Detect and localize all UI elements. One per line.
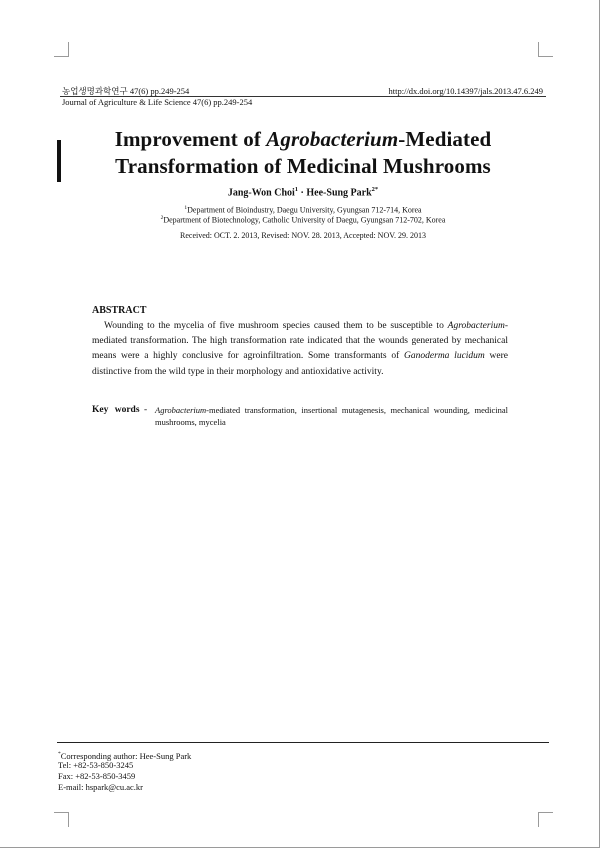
affiliation-2-text: Department of Biotechnology, Catholic University of Daegu, Gyungsan 712-702, Korea xyxy=(163,215,446,225)
crop-mark-bottom-left xyxy=(54,812,69,827)
keywords-dash: - xyxy=(144,405,148,415)
keywords-list: -mediated transformation, insertional mutagenesis, mechanical wounding, medicinal mushrooms, mycelia xyxy=(155,405,508,427)
corresponding-text: Corresponding author: Hee-Sung Park xyxy=(60,750,192,761)
affiliation-1-text: Department of Bioindustry, Daegu University, Gyungsan 712-714, Korea xyxy=(187,205,422,215)
abstract-italic-1: Agrobacterium xyxy=(447,321,505,331)
abstract-body xyxy=(92,319,508,380)
author-list xyxy=(60,184,546,199)
title-part1: Improvement of xyxy=(114,127,267,151)
doi-link[interactable]: http://dx.doi.org/10.14397/jals.2013.47.6.249 xyxy=(388,86,543,96)
keywords-label: Key words xyxy=(92,405,140,415)
crop-mark-top-left xyxy=(54,42,69,57)
abstract-italic-2: Ganoderma lucidum xyxy=(404,351,485,362)
title-line2: Transformation of Medicinal Mushrooms xyxy=(115,154,491,178)
affiliation-2-sup: 2 xyxy=(160,215,164,221)
footnote-rule xyxy=(57,742,549,743)
affiliation-1-sup: 1 xyxy=(184,205,188,211)
received-dates: Received: OCT. 2. 2013, Revised: NOV. 28. 2013, Accepted: NOV. 29. 2013 xyxy=(180,231,426,240)
paper-title xyxy=(60,126,546,180)
abstract-heading: ABSTRACT xyxy=(92,305,147,316)
footnote-sup: * xyxy=(58,751,61,757)
journal-english: Journal of Agriculture & Life Science 47(6) pp.249-254 xyxy=(62,97,253,107)
title-italic: Agrobacterium xyxy=(266,127,399,151)
footnote-tel: Tel: +82-53-850-3245 xyxy=(58,760,134,770)
author-1-sup: 1 xyxy=(294,186,299,193)
abstract-text-2: -mediated transformation. The high transformation rate indicated that the wounds generated by mechanical means were a highly conclusive for agroinfiltration. Some transformants of xyxy=(92,321,508,362)
author-separator: · xyxy=(298,187,307,199)
footnote-fax: Fax: +82-53-850-3459 xyxy=(58,771,136,781)
author-1: Jang-Won Choi xyxy=(227,187,295,199)
abstract-text-3: were distinctive from the wild type in their morphology and antioxidative activity. xyxy=(92,351,508,377)
affiliation-2 xyxy=(60,213,546,226)
crop-mark-bottom-right xyxy=(538,812,553,827)
crop-mark-top-right xyxy=(538,42,553,57)
footnote-email[interactable]: E-mail: hspark@cu.ac.kr xyxy=(58,782,144,792)
abstract-text-1: Wounding to the mycelia of five mushroom species caused them to be susceptible to xyxy=(104,321,448,331)
journal-korean: 농업생명과학연구 47(6) pp.249-254 xyxy=(62,86,190,96)
author-2-sup: 2* xyxy=(371,186,379,193)
keywords-text xyxy=(155,404,508,428)
keywords-italic: Agrobacterium xyxy=(155,405,207,415)
title-part2: -Mediated xyxy=(398,127,492,151)
author-2: Hee-Sung Park xyxy=(306,187,372,199)
